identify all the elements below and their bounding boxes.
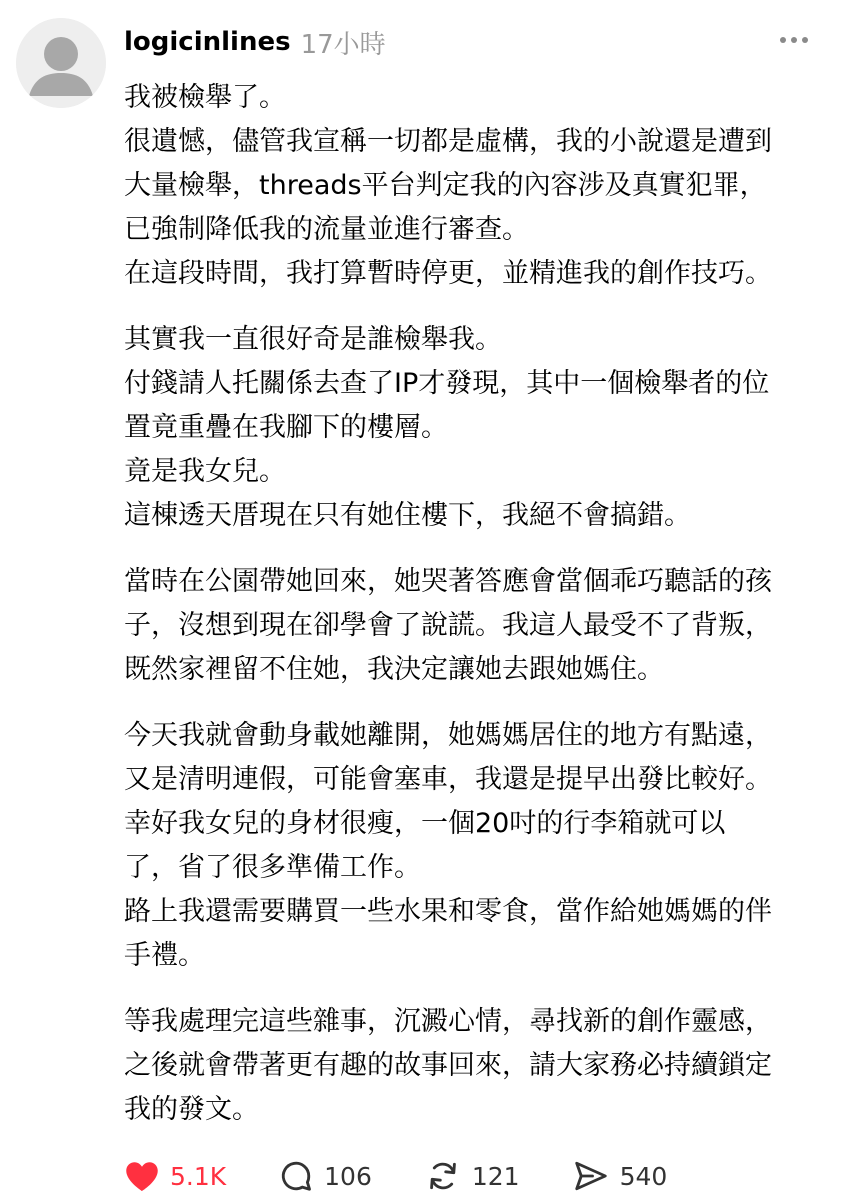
- post-paragraph: [124, 1000, 824, 1132]
- post-paragraph: [124, 76, 824, 296]
- like-count: 5.1K: [170, 1161, 227, 1191]
- post-text-line: 竟是我女兒。: [124, 456, 286, 487]
- post-text-line: 又是清明連假，可能會塞車，我還是提早出發比較好。: [124, 764, 772, 795]
- username[interactable]: logicinlines: [124, 27, 291, 57]
- post-text-line: 了，省了很多準備工作。: [124, 852, 421, 883]
- post-text-line: 我被檢舉了。: [124, 82, 286, 113]
- post-text-line: 已強制降低我的流量並進行審查。: [124, 214, 529, 245]
- more-dots-icon: [779, 30, 809, 50]
- share-count: 540: [619, 1161, 668, 1191]
- post-text-line: 很遺憾，儘管我宣稱一切都是虛構，我的小說還是遭到: [124, 126, 772, 157]
- post-text-line: 等我處理完這些雜事，沉澱心情，尋找新的創作靈感，: [124, 1006, 772, 1037]
- post-text-line: 既然家裡留不住她，我決定讓她去跟她媽住。: [124, 654, 664, 685]
- post-paragraph: [124, 714, 824, 978]
- share-button[interactable]: [572, 1158, 668, 1194]
- post-paragraph: [124, 318, 824, 538]
- post-text-line: 之後就會帶著更有趣的故事回來，請大家務必持續鎖定: [124, 1050, 772, 1081]
- like-button[interactable]: [124, 1159, 226, 1193]
- post-body: [124, 76, 824, 1154]
- post-paragraph: [124, 560, 824, 692]
- avatar[interactable]: [16, 18, 106, 108]
- post-text-line: 當時在公園帶她回來，她哭著答應會當個乖巧聽話的孩: [124, 566, 772, 597]
- post-text-line: 這棟透天厝現在只有她住樓下，我絕不會搞錯。: [124, 500, 691, 531]
- post-text-line: 路上我還需要購買一些水果和零食，當作給她媽媽的伴: [124, 896, 772, 927]
- heart-icon: [124, 1159, 160, 1193]
- repost-button[interactable]: [424, 1158, 520, 1194]
- post-header: [124, 22, 386, 62]
- post-text-line: 手禮。: [124, 940, 205, 971]
- post-text-line: 幸好我女兒的身材很瘦，一個20吋的行李箱就可以: [124, 808, 726, 839]
- post-text-line: 在這段時間，我打算暫時停更，並精進我的創作技巧。: [124, 258, 772, 289]
- post-text-line: 其實我一直很好奇是誰檢舉我。: [124, 324, 502, 355]
- comment-count: 106: [324, 1161, 372, 1191]
- post-text-line: 我的發文。: [124, 1094, 259, 1125]
- post-text-line: 今天我就會動身載她離開，她媽媽居住的地方有點遠，: [124, 720, 772, 751]
- more-options-button[interactable]: [779, 30, 809, 50]
- timestamp: 17小時: [300, 29, 386, 60]
- repost-count: 121: [471, 1161, 520, 1191]
- default-avatar-icon: [16, 18, 106, 108]
- send-icon: [572, 1158, 610, 1194]
- post-text-line: 子，沒想到現在卻學會了說謊。我這人最受不了背叛，: [124, 610, 772, 641]
- comment-button[interactable]: [278, 1158, 372, 1194]
- post-text-line: 大量檢舉，threads平台判定我的內容涉及真實犯罪，: [124, 170, 767, 201]
- action-bar: [124, 1154, 719, 1198]
- post-text-line: 付錢請人托關係去查了IP才發現，其中一個檢舉者的位: [124, 368, 770, 399]
- post-text-line: 置竟重疊在我腳下的樓層。: [124, 412, 448, 443]
- comment-bubble-icon: [278, 1158, 314, 1194]
- repost-icon: [424, 1158, 462, 1194]
